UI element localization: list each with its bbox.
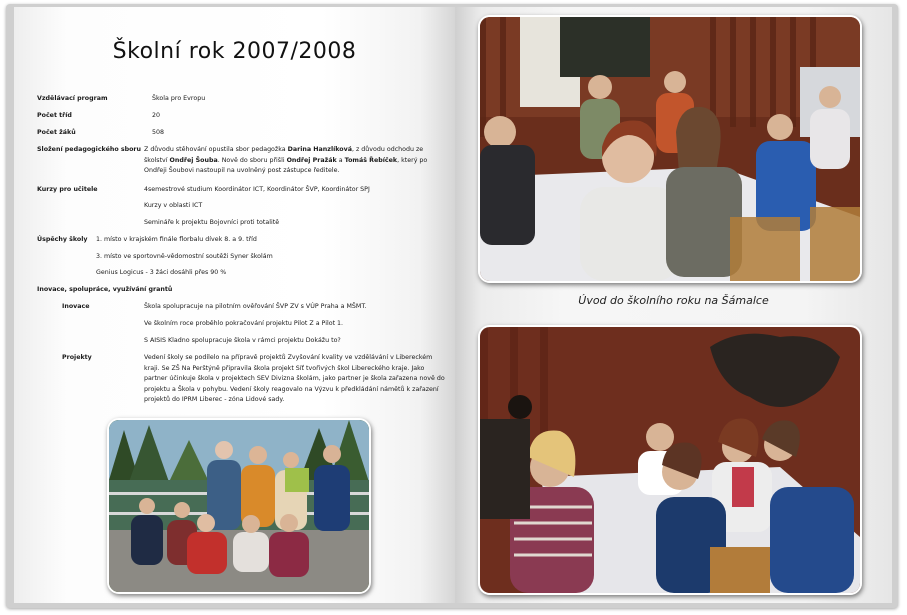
group-photo-image bbox=[109, 420, 369, 592]
top-photo bbox=[478, 15, 862, 283]
projects-text: Vedení školy se podílelo na přípravě projektů Zvyšování kvality ve vzdělávání v Libereckém kraji. Se ZŠ Na Perštýně připravila škola projekt Síť tvořivých škol Libereckého kraje. Jako partner účinkuje škola v projektech SEV Divizna školám, jako partner je škola zařazena nově do projektu a Škola v pohybu. Vedení školy reagovalo na Výzvu k předkládání námětů k zařazení projektů do IPRM Liberec - zóna Lidové sady. bbox=[144, 354, 445, 403]
staff-name-1: Darina Hanzlíková bbox=[287, 146, 352, 153]
staff-name-4: Tomáš Řebíček bbox=[344, 156, 398, 164]
top-photo-image bbox=[480, 17, 860, 281]
courses-item: 4semestrové studium Koordinátor ICT, Koordinátor ŠVP, Koordinátor SPJ bbox=[144, 186, 370, 193]
courses-item: Kurzy v oblasti ICT bbox=[144, 202, 203, 209]
page-title: Školní rok 2007/2008 bbox=[112, 39, 357, 64]
group-photo bbox=[107, 418, 371, 594]
staff-name-3: Ondřej Pražák bbox=[286, 156, 337, 164]
bottom-photo bbox=[478, 325, 862, 595]
staff-label: Složení pedagogického sboru bbox=[37, 146, 142, 153]
students-label: Počet žáků bbox=[37, 129, 76, 136]
bottom-photo-image bbox=[480, 327, 860, 593]
program-value: Škola pro Evropu bbox=[152, 95, 206, 102]
innovation-item: S AISIS Kladno spolupracuje škola v rámci projektu Dokážu to? bbox=[144, 337, 341, 344]
successes-item: 1. místo v krajském finále florbalu dívek 8. a 9. tříd bbox=[96, 236, 257, 243]
courses-item: Semináře k projektu Bojovníci proti totalitě bbox=[144, 219, 280, 226]
innovation-item: Ve školním roce proběhlo pokračování projektu Pilot Z a Pilot 1. bbox=[144, 320, 344, 327]
right-page bbox=[455, 7, 892, 603]
innovation-heading: Inovace, spolupráce, využívání grantů bbox=[37, 286, 173, 293]
students-value: 508 bbox=[152, 129, 165, 136]
innovation-item: Škola spolupracuje na pilotním ověřování ŠVP ZV s VÚP Praha a MŠMT. bbox=[144, 303, 367, 310]
classes-value: 20 bbox=[152, 112, 161, 119]
projects-label: Projekty bbox=[62, 354, 92, 361]
staff-text: Z důvodu stěhování opustila sbor pedagožka Darina Hanzlíková, z důvodu odchodu ze školství Ondřej Šouba. Nově do sboru přišli Ondřej Pražák a Tomáš Řebíček, který po Ondřeji Šoubovi nastoupil na uvolněný post zástupce ředitele. bbox=[144, 146, 428, 174]
innovation-label: Inovace bbox=[62, 303, 90, 310]
book-spread bbox=[6, 4, 898, 608]
classes-label: Počet tříd bbox=[37, 112, 72, 119]
program-label: Vzdělávací program bbox=[37, 95, 108, 102]
successes-item: 3. místo ve sportovně-vědomostní soutěži Syner školám bbox=[96, 253, 273, 260]
staff-name-2: Ondřej Šouba bbox=[169, 156, 218, 164]
left-page bbox=[14, 7, 455, 603]
successes-item: Genius Logicus - 3 žáci dosáhli přes 90 % bbox=[96, 269, 227, 276]
courses-label: Kurzy pro učitele bbox=[37, 186, 98, 193]
successes-label: Úspěchy školy bbox=[37, 236, 88, 243]
photo-caption: Úvod do školního roku na Šámalce bbox=[578, 294, 769, 307]
